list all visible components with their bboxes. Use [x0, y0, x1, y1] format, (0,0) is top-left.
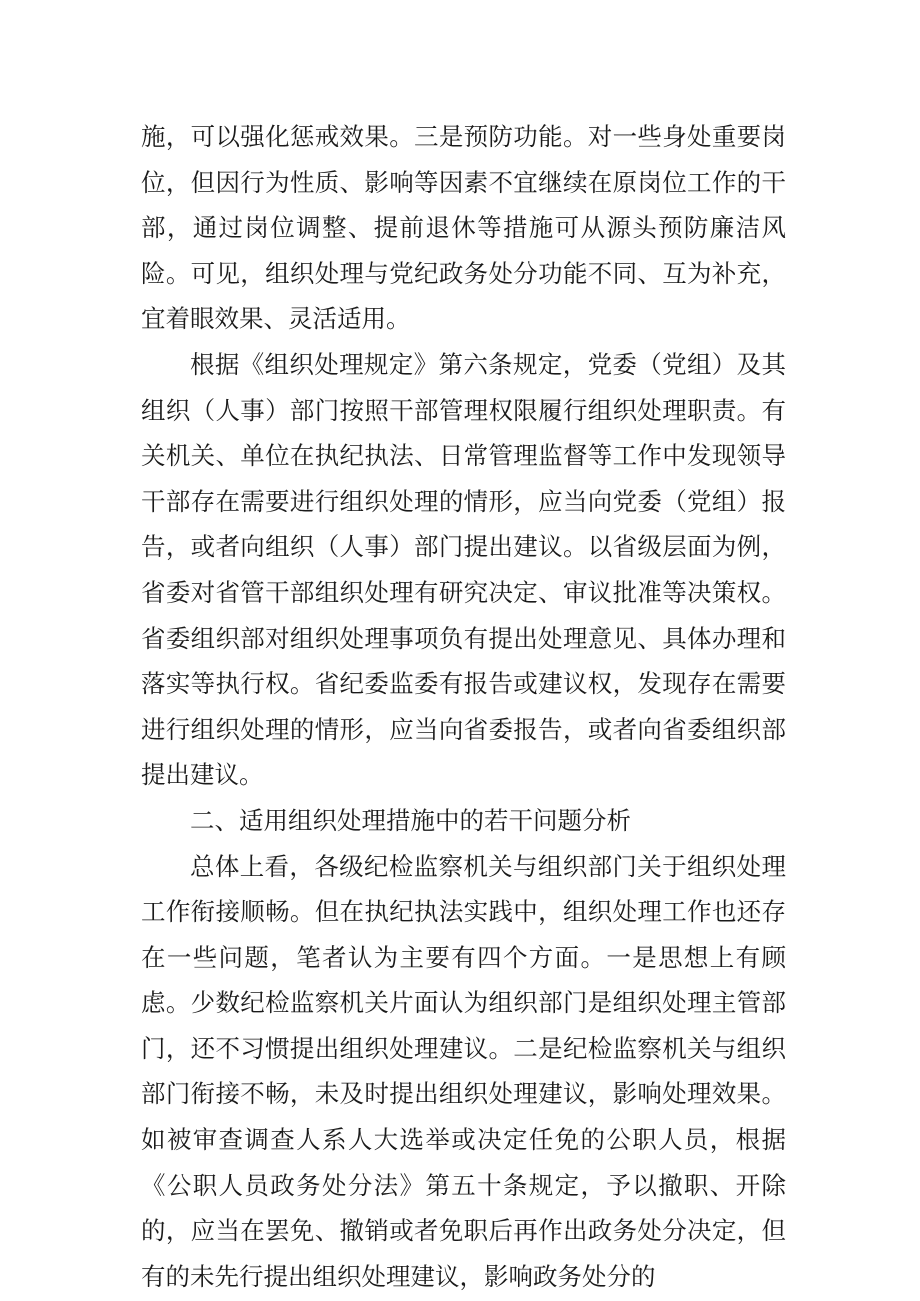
paragraph-continuation: 施，可以强化惩戒效果。三是预防功能。对一些身处重要岗位，但因行为性质、影响等因素不宜继续在原岗位工作的干部，通过岗位调整、提前退休等措施可从源头预防廉洁风险。可见，组织处理与党纪政务处分功能不同、互为补充，宜着眼效果、灵活适用。 [141, 122, 786, 334]
paragraph-organization-duties: 根据《组织处理规定》第六条规定，党委（党组）及其组织（人事）部门按照干部管理权限履行组织处理职责。有关机关、单位在执纪执法、日常管理监督等工作中发现领导干部存在需要进行组织处理的情形，应当向党委（党组）报告，或者向组织（人事）部门提出建议。以省级层面为例，省委对省管干部组织处理有研究决定、审议批准等决策权。省委组织部对组织处理事项负有提出处理意见、具体办理和落实等执行权。省纪委监委有报告或建议权，发现存在需要进行组织处理的情形，应当向省委报告，或者向省委组织部提出建议。 [141, 349, 786, 790]
document-body [141, 114, 786, 1299]
paragraph-problem-analysis: 总体上看，各级纪检监察机关与组织部门关于组织处理工作衔接顺畅。但在执纪执法实践中，组织处理工作也还存在一些问题，笔者认为主要有四个方面。一是思想上有顾虑。少数纪检监察机关片面认为组织部门是组织处理主管部门，还不习惯提出组织处理建议。二是纪检监察机关与组织部门衔接不畅，未及时提出组织处理建议，影响处理效果。如被审查调查人系人大选举或决定任免的公职人员，根据《公职人员政务处分法》第五十条规定，予以撤职、开除的，应当在罢免、撤销或者免职后再作出政务处分决定，但有的未先行提出组织处理建议，影响政务处分的 [141, 851, 786, 1291]
section-heading: 二、适用组织处理措施中的若干问题分析 [190, 805, 631, 835]
